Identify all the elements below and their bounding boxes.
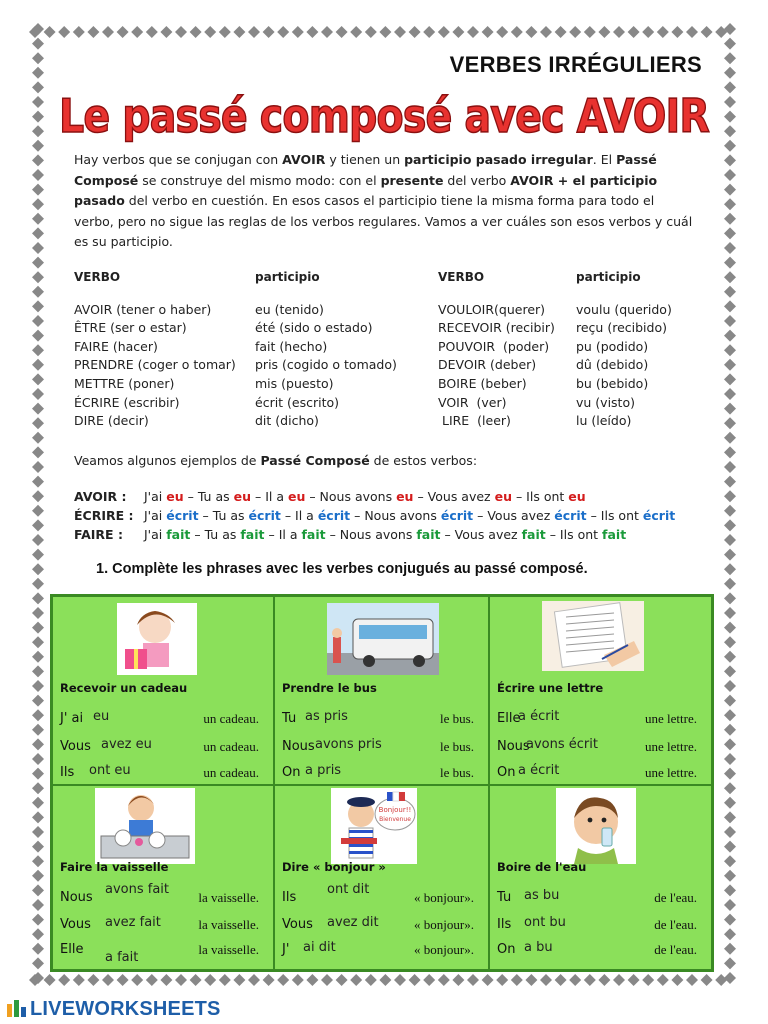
example-text: – Il a — [251, 489, 288, 504]
example-text: – Tu as — [183, 489, 234, 504]
answer-input[interactable]: eu — [93, 709, 110, 724]
speech-bubble-text: Bienvenue — [379, 816, 411, 823]
verb-item: FAIRE (hacer) — [74, 338, 158, 354]
example-text: – Vous avez — [413, 489, 495, 504]
girl-gift-icon — [117, 603, 197, 675]
intro-text-part: Passé Composé — [74, 152, 657, 188]
washing-dishes-icon — [95, 788, 195, 864]
exercise-cell — [52, 785, 274, 970]
exercise-phrase-end: un cadeau. — [203, 711, 259, 726]
example-participle: écrit — [248, 508, 281, 523]
example-participle: eu — [287, 489, 306, 504]
exercise-pronoun: J' ai — [60, 711, 84, 726]
right-verb-column — [438, 268, 555, 431]
exercise-pronoun: On — [497, 942, 516, 957]
diamond-border-left — [28, 22, 48, 988]
exercise-cell — [274, 785, 489, 970]
verb-item: DEVOIR (deber) — [438, 357, 537, 373]
intro-text-part: participio pasado irregular — [404, 152, 593, 167]
example-row-0 — [74, 489, 586, 504]
participle-item: reçu (recibido) — [576, 320, 667, 336]
exercise-pronoun: Ils — [60, 765, 75, 780]
verb-item: ÉCRIRE (escribir) — [74, 394, 180, 410]
example-text: – Nous avons — [305, 489, 397, 504]
exercise-cell — [52, 596, 274, 785]
example-participle: eu — [568, 489, 586, 504]
participle-item: été (sido o estado) — [255, 320, 373, 336]
exercise-pronoun: Vous — [60, 917, 91, 932]
exercise-phrase-end: « bonjour». — [414, 942, 474, 957]
exercise-pronoun: Elle — [497, 711, 521, 726]
verb-item: LIRE (leer) — [438, 413, 511, 429]
exercise-cell — [489, 785, 712, 970]
example-text: J'ai — [144, 527, 167, 542]
exercise-pronoun: Ils — [282, 890, 297, 905]
example-verb: FAIRE : — [74, 527, 123, 542]
example-verb: AVOIR : — [74, 489, 127, 504]
verb-item: POUVOIR (poder) — [438, 338, 550, 354]
answer-input[interactable]: avez dit — [327, 915, 379, 930]
answer-input[interactable]: ont dit — [327, 882, 370, 897]
exercise-grid — [50, 594, 714, 972]
answer-input[interactable]: avez fait — [105, 915, 161, 930]
participle-item: vu (visto) — [576, 394, 635, 410]
drinking-water-icon — [556, 788, 636, 864]
left-participle-column — [255, 268, 397, 431]
exercise-phrase-end: la vaisselle. — [198, 942, 259, 957]
exercise-phrase-end: « bonjour». — [414, 917, 474, 932]
participle-item: fait (hecho) — [255, 338, 328, 354]
intro-text-part: Hay verbos que se conjugan con — [74, 152, 283, 167]
exercise-phrase-end: de l'eau. — [654, 890, 697, 905]
participle-item: écrit (escrito) — [255, 394, 340, 410]
diamond-border-top — [28, 22, 740, 42]
answer-input[interactable]: a bu — [524, 940, 553, 955]
exercise-phrase-end: une lettre. — [645, 739, 697, 754]
example-text: – Vous avez — [440, 527, 522, 542]
examples-intro: Veamos algunos ejemplos de Passé Composé de estos verbos: — [74, 453, 478, 468]
answer-input[interactable]: a pris — [305, 763, 342, 778]
exercise-cell — [274, 596, 489, 785]
example-participle: eu — [494, 489, 512, 504]
answer-input[interactable]: a écrit — [518, 763, 560, 778]
exercise-pronoun: Ils — [497, 917, 512, 932]
left-verb-header: VERBO — [74, 270, 121, 284]
exercise-pronoun: Tu — [497, 890, 512, 905]
diamond-border-right — [720, 22, 740, 988]
page-title — [52, 84, 716, 146]
example-text: – Ils ont — [586, 508, 643, 523]
right-participle-column — [576, 268, 672, 431]
example-participle: écrit — [554, 508, 587, 523]
verb-item: VOULOIR(querer) — [438, 301, 546, 317]
intro-text-part: AVOIR — [282, 152, 326, 167]
left-verb-column — [74, 268, 236, 431]
exercise-label: Recevoir un cadeau — [60, 681, 188, 695]
exercise-phrase-end: le bus. — [440, 711, 474, 726]
verb-item: ÊTRE (ser o estar) — [74, 320, 187, 336]
bus-icon — [327, 603, 439, 675]
example-participle: écrit — [440, 508, 474, 523]
participle-item: dû (debido) — [576, 357, 649, 373]
page-title-text: Le passé composé avec AVOIR — [59, 89, 710, 143]
example-text: – Il a — [280, 508, 318, 523]
exercise-label: Boire de l'eau — [497, 860, 587, 874]
example-participle: eu — [396, 489, 414, 504]
liveworksheets-icon — [6, 998, 28, 1018]
exercise-phrase-end: un cadeau. — [203, 765, 259, 780]
right-verb-header: VERBO — [438, 270, 485, 284]
verb-item: BOIRE (beber) — [438, 375, 527, 391]
exercise-phrase-end: la vaisselle. — [198, 890, 259, 905]
answer-input[interactable]: a écrit — [518, 709, 560, 724]
exercise-pronoun: J' — [282, 942, 290, 957]
example-text: J'ai — [144, 489, 167, 504]
participle-item: pu (podido) — [576, 338, 649, 354]
example-text: – Ils ont — [511, 489, 569, 504]
example-participle: écrit — [642, 508, 676, 523]
example-text: – Nous avons — [350, 508, 441, 523]
participle-item: lu (leído) — [576, 413, 632, 429]
intro-text-part: . El — [592, 152, 617, 167]
answer-input[interactable]: ai dit — [303, 940, 336, 955]
answer-input[interactable]: a fait — [105, 950, 139, 965]
answer-input[interactable]: as pris — [305, 709, 348, 724]
exercise-phrase-end: de l'eau. — [654, 942, 697, 957]
right-participle-header: participio — [576, 270, 641, 284]
example-text: – Ils ont — [545, 527, 603, 542]
exercise-pronoun: Nous — [497, 739, 530, 754]
exercise-phrase-end: une lettre. — [645, 765, 697, 780]
answer-input[interactable]: avons fait — [105, 882, 170, 897]
exercise-pronoun: On — [282, 765, 301, 780]
verb-item: VOIR (ver) — [438, 394, 507, 410]
example-row-2 — [74, 527, 626, 542]
example-text: – Tu as — [190, 527, 241, 542]
example-participle: fait — [416, 527, 441, 542]
verb-item: METTRE (poner) — [74, 375, 175, 391]
exercise-phrase-end: « bonjour». — [414, 890, 474, 905]
exercise-label: Faire la vaisselle — [60, 860, 169, 874]
participle-item: mis (puesto) — [255, 375, 334, 391]
exercise-phrase-end: le bus. — [440, 739, 474, 754]
participle-item: pris (cogido o tomado) — [255, 357, 397, 373]
example-participle: eu — [233, 489, 251, 504]
exercise-pronoun: Nous — [282, 739, 315, 754]
participle-item: dit (dicho) — [255, 413, 319, 429]
intro-text-part: AVOIR + el participio pasado — [74, 172, 658, 208]
liveworksheets-logo: LIVEWORKSHEETS — [6, 998, 221, 1021]
example-text: J'ai — [144, 508, 167, 523]
example-participle: fait — [521, 527, 546, 542]
answer-input[interactable]: avez eu — [101, 737, 152, 752]
example-row-1 — [74, 508, 675, 523]
speech-bubble-text: Bonjour!! — [378, 806, 412, 814]
exercise-phrase-end: une lettre. — [645, 711, 697, 726]
verb-item: DIRE (decir) — [74, 413, 149, 429]
left-participle-header: participio — [255, 270, 320, 284]
exercise-pronoun: Tu — [282, 711, 297, 726]
exercise-pronoun: Vous — [282, 917, 313, 932]
example-text: – Tu as — [198, 508, 249, 523]
example-text: – Nous avons — [325, 527, 417, 542]
exercise-label: Écrire une lettre — [497, 681, 604, 695]
exercise-label: Prendre le bus — [282, 681, 377, 695]
example-participle: fait — [240, 527, 265, 542]
exercise-label: Dire « bonjour » — [282, 860, 386, 874]
intro-text-part: se construye del mismo modo: con el — [138, 172, 381, 188]
exercise-phrase-end: la vaisselle. — [198, 917, 259, 932]
bonjour-boy-icon — [331, 788, 417, 864]
answer-input[interactable]: as bu — [524, 888, 560, 903]
exercise-title: 1. Complète les phrases avec les verbes conjugués au passé composé. — [96, 561, 588, 577]
example-participle: écrit — [166, 508, 199, 523]
exercise-cell — [489, 596, 712, 785]
intro-paragraph — [74, 150, 694, 253]
letter-writing-icon — [542, 601, 644, 671]
intro-text-part: del verbo — [443, 172, 511, 188]
exercise-phrase-end: un cadeau. — [203, 739, 259, 754]
exercise-pronoun: On — [497, 765, 516, 780]
answer-input[interactable]: avons écrit — [526, 737, 598, 752]
verb-item: RECEVOIR (recibir) — [438, 320, 555, 336]
example-text: – Il a — [264, 527, 302, 542]
participle-item: voulu (querido) — [576, 301, 672, 317]
intro-text-part: del verbo en cuestión. En esos casos el participio tiene la misma forma para todo el verbo, pero no sigue las reglas de los verbos regulares. Vamos a ver cuáles son esos verbos y cuál es su participio. — [74, 193, 693, 249]
page-heading: VERBES IRRÉGULIERS — [449, 52, 702, 77]
example-participle: fait — [301, 527, 326, 542]
exercise-pronoun: Vous — [60, 739, 91, 754]
verb-item: AVOIR (tener o haber) — [74, 301, 212, 317]
intro-text-part: presente — [380, 172, 444, 188]
exercise-phrase-end: de l'eau. — [654, 917, 697, 932]
participle-item: eu (tenido) — [255, 301, 324, 317]
exercise-pronoun: Nous — [60, 890, 93, 905]
example-participle: fait — [166, 527, 191, 542]
diamond-border-bottom — [28, 970, 740, 990]
example-participle: eu — [166, 489, 184, 504]
example-participle: écrit — [317, 508, 351, 523]
example-text: – Vous avez — [473, 508, 555, 523]
example-verb: ÉCRIRE : — [74, 508, 134, 523]
exercise-phrase-end: le bus. — [440, 765, 474, 780]
participle-item: bu (bebido) — [576, 375, 649, 391]
answer-input[interactable]: avons pris — [315, 737, 382, 752]
intro-text-part: y tienen un — [325, 152, 405, 167]
example-participle: fait — [602, 527, 627, 542]
verb-item: PRENDRE (coger o tomar) — [74, 357, 236, 373]
answer-input[interactable]: ont eu — [89, 763, 131, 778]
answer-input[interactable]: ont bu — [524, 915, 566, 930]
exercise-pronoun: Elle — [60, 942, 84, 957]
